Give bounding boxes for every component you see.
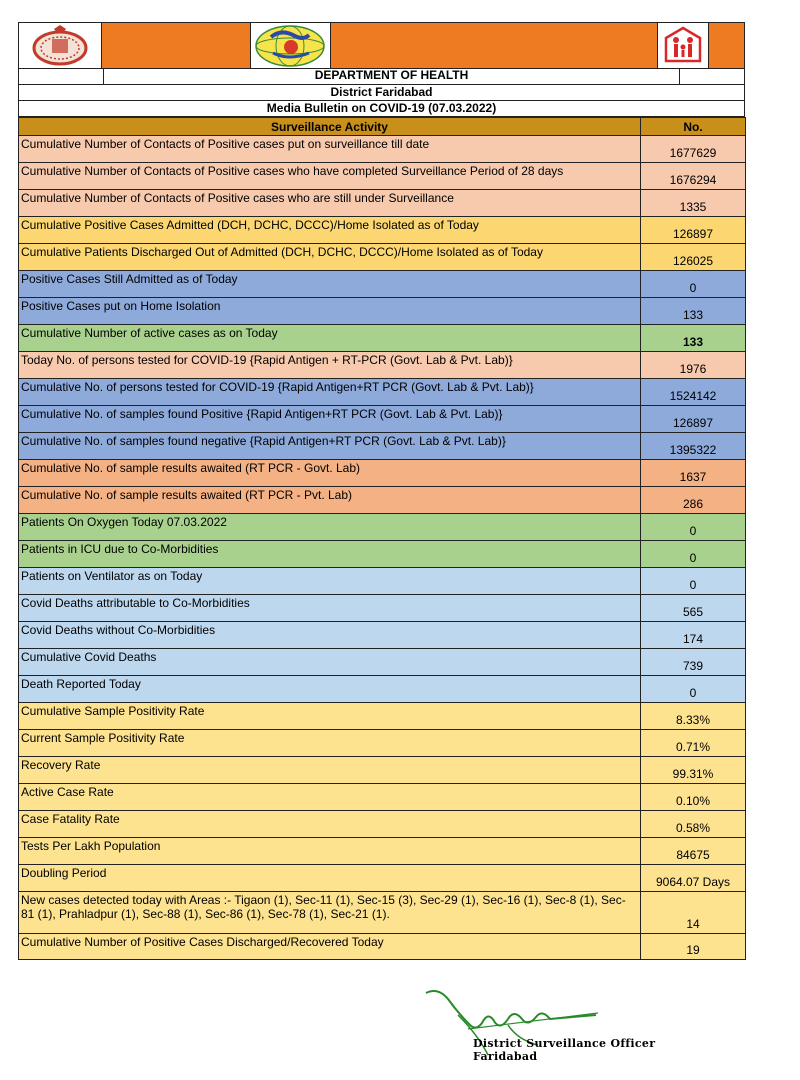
row-value: 1524142 xyxy=(641,379,746,406)
row-value: 126897 xyxy=(641,406,746,433)
surveillance-table xyxy=(18,117,746,960)
signature-place: Faridabad xyxy=(473,1050,538,1063)
table-row xyxy=(19,244,746,271)
row-value: 0 xyxy=(641,541,746,568)
table-row xyxy=(19,676,746,703)
table-row xyxy=(19,325,746,352)
row-value: 0.58% xyxy=(641,811,746,838)
row-value: 9064.07 Days xyxy=(641,865,746,892)
row-value: 0 xyxy=(641,568,746,595)
row-label: Cumulative Patients Discharged Out of Admitted (DCH, DCHC, DCCC)/Home Isolated as of Today xyxy=(19,244,641,271)
table-row xyxy=(19,379,746,406)
table-row xyxy=(19,460,746,487)
globe-emblem-icon xyxy=(250,22,331,69)
row-label: New cases detected today with Areas :- Tigaon (1), Sec-11 (1), Sec-15 (3), Sec-29 (1), Sec-16 (1), Sec-8 (1), Sec-81 (1), Prahladpur (1), Sec-88 (1), Sec-86 (1), Sec-78 (1), Sec-21 (1). xyxy=(19,892,641,934)
signature-icon xyxy=(418,985,678,1065)
table-row xyxy=(19,568,746,595)
row-value: 0 xyxy=(641,514,746,541)
column-header-activity: Surveillance Activity xyxy=(19,118,641,136)
table-row xyxy=(19,271,746,298)
row-value: 565 xyxy=(641,595,746,622)
table-row xyxy=(19,136,746,163)
row-label: Cumulative Positive Cases Admitted (DCH, DCHC, DCCC)/Home Isolated as of Today xyxy=(19,217,641,244)
table-row xyxy=(19,217,746,244)
row-value: 0.71% xyxy=(641,730,746,757)
row-label: Positive Cases Still Admitted as of Today xyxy=(19,271,641,298)
table-row xyxy=(19,784,746,811)
table-row xyxy=(19,595,746,622)
row-value: 8.33% xyxy=(641,703,746,730)
row-label: Death Reported Today xyxy=(19,676,641,703)
row-label: Current Sample Positivity Rate xyxy=(19,730,641,757)
row-value: 0 xyxy=(641,676,746,703)
row-label: Tests Per Lakh Population xyxy=(19,838,641,865)
row-label: Cumulative No. of samples found negative {Rapid Antigen+RT PCR (Govt. Lab & Pvt. Lab)} xyxy=(19,433,641,460)
row-label: Cumulative No. of samples found Positive {Rapid Antigen+RT PCR (Govt. Lab & Pvt. Lab)} xyxy=(19,406,641,433)
table-row xyxy=(19,865,746,892)
row-label: Patients On Oxygen Today 07.03.2022 xyxy=(19,514,641,541)
row-label: Cumulative Number of Positive Cases Discharged/Recovered Today xyxy=(19,934,641,960)
table-row xyxy=(19,703,746,730)
row-value: 1395322 xyxy=(641,433,746,460)
table-row xyxy=(19,514,746,541)
table-row xyxy=(19,757,746,784)
row-value: 1335 xyxy=(641,190,746,217)
bulletin-title: Media Bulletin on COVID-19 (07.03.2022) xyxy=(18,101,745,117)
row-value: 0 xyxy=(641,271,746,298)
table-row xyxy=(19,433,746,460)
table-row xyxy=(19,622,746,649)
table-row xyxy=(19,934,746,960)
row-label: Cumulative Number of Contacts of Positive cases who have completed Surveillance Period of 28 days xyxy=(19,163,641,190)
row-label: Case Fatality Rate xyxy=(19,811,641,838)
family-welfare-icon xyxy=(657,22,709,69)
row-label: Cumulative No. of persons tested for COVID-19 {Rapid Antigen+RT PCR (Govt. Lab & Pvt. Lab)} xyxy=(19,379,641,406)
row-value: 99.31% xyxy=(641,757,746,784)
department-title: DEPARTMENT OF HEALTH xyxy=(103,68,680,85)
table-row xyxy=(19,730,746,757)
header-band xyxy=(18,22,745,69)
district-title: District Faridabad xyxy=(18,85,745,101)
row-label: Today No. of persons tested for COVID-19 {Rapid Antigen + RT-PCR (Govt. Lab & Pvt. Lab)} xyxy=(19,352,641,379)
row-label: Patients on Ventilator as on Today xyxy=(19,568,641,595)
row-label: Cumulative Sample Positivity Rate xyxy=(19,703,641,730)
table-row xyxy=(19,406,746,433)
row-value: 286 xyxy=(641,487,746,514)
row-value: 133 xyxy=(641,298,746,325)
row-value: 0.10% xyxy=(641,784,746,811)
row-label: Cumulative No. of sample results awaited (RT PCR - Govt. Lab) xyxy=(19,460,641,487)
row-value: 1677629 xyxy=(641,136,746,163)
row-label: Patients in ICU due to Co-Morbidities xyxy=(19,541,641,568)
row-value: 19 xyxy=(641,934,746,960)
row-value: 1637 xyxy=(641,460,746,487)
row-value: 739 xyxy=(641,649,746,676)
row-value: 1676294 xyxy=(641,163,746,190)
signature-title: District Surveillance Officer xyxy=(473,1037,656,1050)
table-row xyxy=(19,487,746,514)
haryana-emblem-icon xyxy=(18,22,102,69)
row-value: 14 xyxy=(641,892,746,934)
table-row xyxy=(19,649,746,676)
table-row xyxy=(19,541,746,568)
table-row xyxy=(19,163,746,190)
row-label: Cumulative Number of Contacts of Positive cases put on surveillance till date xyxy=(19,136,641,163)
column-header-no: No. xyxy=(641,118,746,136)
row-value: 174 xyxy=(641,622,746,649)
row-label: Positive Cases put on Home Isolation xyxy=(19,298,641,325)
row-label: Cumulative Number of active cases as on Today xyxy=(19,325,641,352)
table-row xyxy=(19,811,746,838)
row-value: 84675 xyxy=(641,838,746,865)
row-value: 1976 xyxy=(641,352,746,379)
table-row xyxy=(19,352,746,379)
row-label: Cumulative No. of sample results awaited (RT PCR - Pvt. Lab) xyxy=(19,487,641,514)
department-title-row xyxy=(18,69,745,85)
row-label: Recovery Rate xyxy=(19,757,641,784)
row-value: 126897 xyxy=(641,217,746,244)
row-label: Covid Deaths without Co-Morbidities xyxy=(19,622,641,649)
row-label: Cumulative Covid Deaths xyxy=(19,649,641,676)
row-label: Active Case Rate xyxy=(19,784,641,811)
table-row xyxy=(19,838,746,865)
row-value: 133 xyxy=(641,325,746,352)
table-row xyxy=(19,190,746,217)
row-label: Covid Deaths attributable to Co-Morbidities xyxy=(19,595,641,622)
table-row xyxy=(19,892,746,934)
table-row xyxy=(19,298,746,325)
row-label: Doubling Period xyxy=(19,865,641,892)
row-value: 126025 xyxy=(641,244,746,271)
row-label: Cumulative Number of Contacts of Positive cases who are still under Surveillance xyxy=(19,190,641,217)
table-header-row xyxy=(19,118,746,136)
